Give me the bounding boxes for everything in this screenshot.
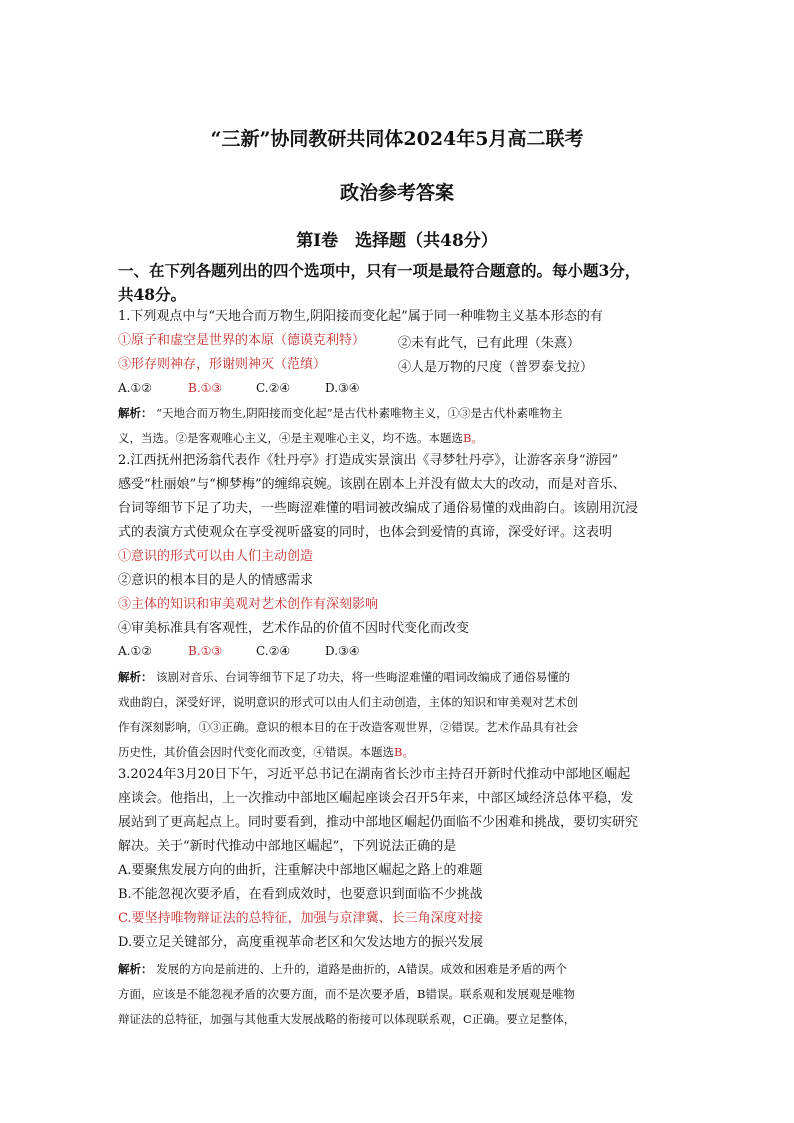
q3-stem-line-1: 3.2024年3月20日下午，习近平总书记在湖南省长沙市主持召开新时代推动中部地区崛起	[118, 767, 631, 782]
q1-analysis-text-1: “天地合而万物生,阴阳接而变化起”是古代朴素唯物主义，①③是古代朴素唯物主	[156, 406, 563, 420]
q1-analysis-label: 解析：	[118, 406, 153, 420]
q2-stem-line-2: 感受“杜丽娘”与“柳梦梅”的缠绵哀婉。该剧在剧本上并没有做太大的改动，而是对音乐、	[118, 477, 626, 492]
q2-analysis-line-4	[118, 743, 414, 761]
q2-option-4: ④审美标准具有客观性，艺术作品的价值不因时代变化而改变	[118, 621, 470, 636]
document-subtitle: 政治参考答案	[339, 182, 454, 204]
q3-stem-line-4: 解决。关于“新时代推动中部地区崛起”，下列说法正确的是	[118, 839, 457, 854]
q3-stem-line-2: 座谈会。他指出，上一次推动中部地区崛起座谈会召开5年来，中部区域经济总体平稳，发	[118, 791, 634, 806]
q1-choice-d: D.③④	[325, 381, 360, 395]
q2-analysis-answer: B。	[394, 745, 414, 759]
q2-analysis-line-2: 戏曲韵白，深受好评，说明意识的形式可以由人们主动创造，主体的知识和审美观对艺术创	[118, 695, 578, 709]
q2-choice-b: B.①③	[188, 644, 223, 658]
q2-option-2: ②意识的根本目的是人的情感需求	[118, 573, 314, 588]
q3-option-d: D.要立足关键部分，高度重视革命老区和欠发达地方的振兴发展	[118, 935, 484, 950]
part-heading: 第Ⅰ卷 选择题（共48分）	[296, 231, 498, 251]
q3-analysis-label: 解析：	[118, 962, 153, 976]
q3-option-a: A.要聚焦发展方向的曲折，注重解决中部地区崛起之路上的难题	[118, 863, 483, 878]
q3-analysis-line-2: 方面，应该是不能忽视矛盾的次要方面，而不是次要矛盾，B错误。联系观和发展观是唯物	[118, 987, 575, 1001]
q2-stem-line-1: 2.江西抚州把汤翁代表作《牡丹亭》打造成实景演出《寻梦牡丹亭》，让游客亲身“游园”	[118, 453, 619, 468]
q1-stem: 1.下列观点中与“天地合而万物生,阴阳接而变化起”属于同一种唯物主义基本形态的有	[118, 309, 603, 324]
q2-analysis-text-1: 该剧对音乐、台词等细节下足了功夫，将一些晦涩难懂的唱词改编成了通俗易懂的	[156, 670, 571, 684]
q2-analysis-text-4: 历史性，其价值会因时代变化而改变，④错误。本题选	[118, 745, 394, 759]
q3-option-c: C.要坚持唯物辩证法的总特征，加强与京津冀、长三角深度对接	[118, 911, 483, 926]
q2-choice-d: D.③④	[325, 644, 360, 658]
q2-choice-c: C.②④	[256, 644, 291, 658]
q2-option-1: ①意识的形式可以由人们主动创造	[118, 549, 314, 564]
q3-analysis-text-1: 发展的方向是前进的、上升的，道路是曲折的，A错误。成效和困难是矛盾的两个	[156, 962, 567, 976]
document-title: “三新”协同教研共同体2024年5月高二联考	[210, 128, 584, 150]
q3-option-b: B.不能忽视次要矛盾，在看到成效时，也要意识到面临不少挑战	[118, 887, 483, 902]
q1-analysis-line-2	[118, 429, 483, 447]
q2-choice-a: A.①②	[118, 644, 152, 658]
q1-choice-c: C.②④	[256, 381, 291, 395]
q3-stem-line-3: 展站到了更高起点上。同时要看到，推动中部地区崛起仍面临不少困难和挑战，要切实研究	[118, 815, 639, 830]
q3-analysis-line-3: 辩证法的总特征，加强与其他重大发展战略的衔接可以体现联系观，C正确。要立足整体，	[118, 1012, 576, 1026]
q1-analysis-text-2: 义，当选。②是客观唯心主义，④是主观唯心主义，均不选。本题选	[118, 431, 463, 445]
q1-option-4: ④人是万物的尺度（普罗泰戈拉）	[398, 360, 594, 375]
q1-option-2: ②未有此气，已有此理（朱熹）	[398, 336, 581, 351]
q2-analysis-line-1	[118, 668, 570, 686]
q2-analysis-label: 解析：	[118, 670, 153, 684]
q1-analysis-line-1	[118, 404, 563, 422]
section-instruction-line-2: 共48分。	[118, 285, 187, 304]
q2-stem-line-3: 台词等细节下足了功夫，一些晦涩难懂的唱词被改编成了通俗易懂的戏曲韵白。该剧用沉浸	[118, 501, 639, 516]
section-instruction	[118, 259, 684, 307]
section-instruction-line-1: 一、在下列各题列出的四个选项中，只有一项是最符合题意的。每小题3分，	[118, 261, 641, 280]
q2-analysis-line-3: 作有深刻影响，①③正确。意识的根本目的在于改造客观世界，②错误。艺术作品具有社会	[118, 720, 578, 734]
q1-option-3: ③形存则神存，形谢则神灭（范缜）	[118, 357, 327, 372]
q1-choice-a: A.①②	[118, 381, 152, 395]
q1-analysis-answer: B。	[463, 431, 483, 445]
q3-analysis-line-1	[118, 960, 567, 978]
q1-choice-b: B.①③	[188, 381, 223, 395]
q1-option-1: ①原子和虚空是世界的本原（德谟克利特）	[118, 333, 366, 348]
q2-stem-line-4: 式的表演方式使观众在享受视听盛宴的同时，也体会到爱情的真谛，深受好评。这表明	[118, 525, 613, 540]
q2-option-3: ③主体的知识和审美观对艺术创作有深刻影响	[118, 597, 379, 612]
